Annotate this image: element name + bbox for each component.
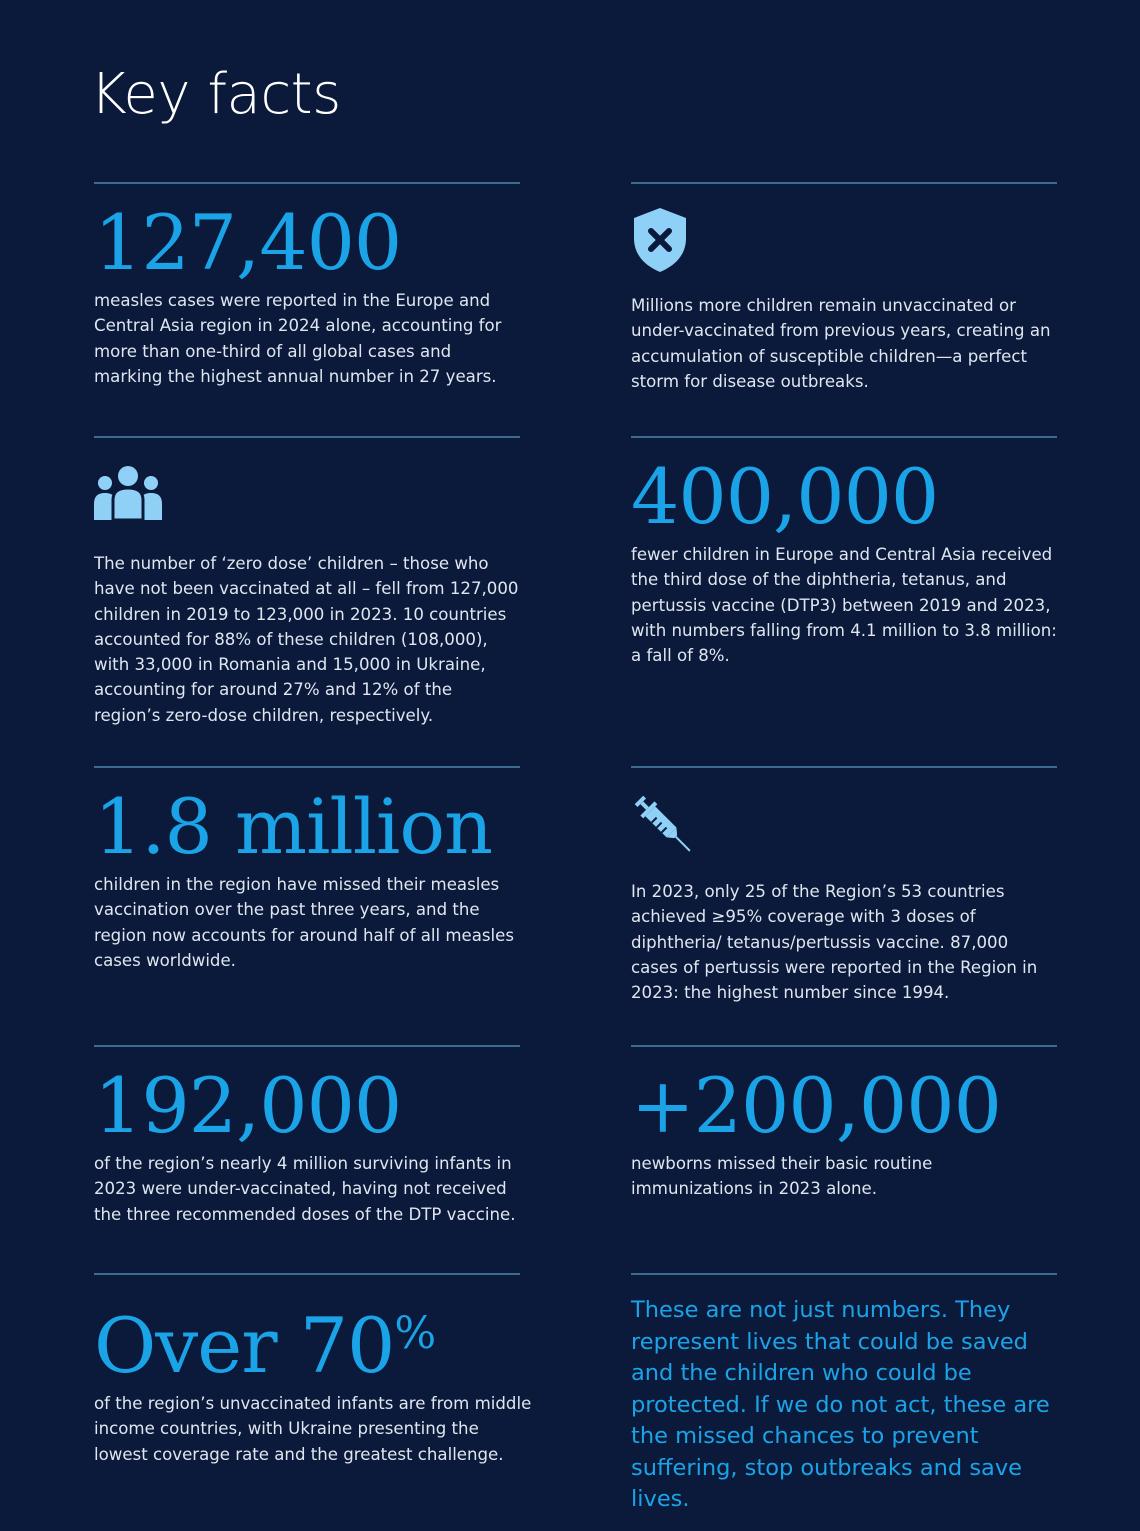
fact-card-measles-cases <box>94 182 520 389</box>
fact-description: Millions more children remain unvaccinated or under-vaccinated from previous years, creating an accumulation of susceptible children—a perfect storm for disease outbreaks. <box>631 296 1051 391</box>
stat-value <box>94 1289 534 1391</box>
fact-description: fewer children in Europe and Central Asia received the third dose of the diphtheria, tetanus, and pertussis vaccine (DTP3) between 2019 and 2023, with numbers falling from 4.1 million to 3.8 million: a fall of 8%. <box>631 545 1057 666</box>
stat-value: 192,000 <box>94 1061 402 1150</box>
people-group-icon <box>94 464 162 522</box>
fact-card-newborns <box>631 1045 1057 1202</box>
closing-quote: These are not just numbers. They represent lives that could be saved and the children who could be protected. If we do not act, these are the missed chances to prevent suffering, stop outbreaks and save lives. <box>631 1297 1050 1512</box>
divider <box>94 436 520 438</box>
divider <box>94 1273 520 1275</box>
fact-description: The number of ‘zero dose’ children – those who have not been vaccinated at all – fell from 127,000 children in 2019 to 123,000 in 2023. 10 countries accounted for 88% of these children (108,000), with 33,000 in Romania and 15,000 in Ukraine, accounting for around 27% and 12% of the region’s zero-dose children, respectively. <box>94 554 519 725</box>
stat-value-main: Over 70 <box>94 1301 395 1390</box>
stat-value: 400,000 <box>631 452 939 541</box>
fact-description: measles cases were reported in the Europe and Central Asia region in 2024 alone, accounting for more than one-third of all global cases and marking the highest annual number in 27 years. <box>94 291 502 386</box>
divider <box>94 766 520 768</box>
divider <box>631 436 1057 438</box>
stat-value: +200,000 <box>631 1061 1001 1150</box>
fact-card-dtp3-drop <box>631 436 1057 668</box>
fact-card-under-vaccinated <box>94 1045 520 1227</box>
page-title: Key facts <box>90 62 341 127</box>
fact-description: newborns missed their basic routine immunizations in 2023 alone. <box>631 1154 933 1199</box>
fact-card-middle-income <box>94 1273 534 1467</box>
fact-description: of the region’s nearly 4 million surviving infants in 2023 were under-vaccinated, having not received the three recommended doses of the DTP vaccine. <box>94 1154 516 1224</box>
stat-value-percent: % <box>394 1308 436 1359</box>
divider <box>94 1045 520 1047</box>
stat-value: 127,400 <box>94 198 402 287</box>
shield-x-icon <box>631 206 689 274</box>
divider <box>94 182 520 184</box>
divider <box>631 182 1057 184</box>
fact-card-missed-measles <box>94 766 520 973</box>
fact-card-unvaccinated <box>631 182 1057 394</box>
fact-description: of the region’s unvaccinated infants are from middle income countries, with Ukraine presenting the lowest coverage rate and the greatest challenge. <box>94 1394 532 1464</box>
closing-statement <box>631 1273 1057 1516</box>
stat-value: 1.8 million <box>94 782 493 871</box>
syringe-icon <box>631 792 695 856</box>
fact-card-zero-dose <box>94 436 520 728</box>
fact-description: In 2023, only 25 of the Region’s 53 countries achieved ≥95% coverage with 3 doses of diphtheria/ tetanus/pertussis vaccine. 87,000 cases of pertussis were reported in the Region in 2023: the highest number since 1994. <box>631 882 1038 1003</box>
fact-card-pertussis <box>631 766 1057 1005</box>
divider <box>631 1273 1057 1275</box>
divider <box>631 766 1057 768</box>
fact-description: children in the region have missed their measles vaccination over the past three years, and the region now accounts for around half of all measles cases worldwide. <box>94 875 515 970</box>
divider <box>631 1045 1057 1047</box>
